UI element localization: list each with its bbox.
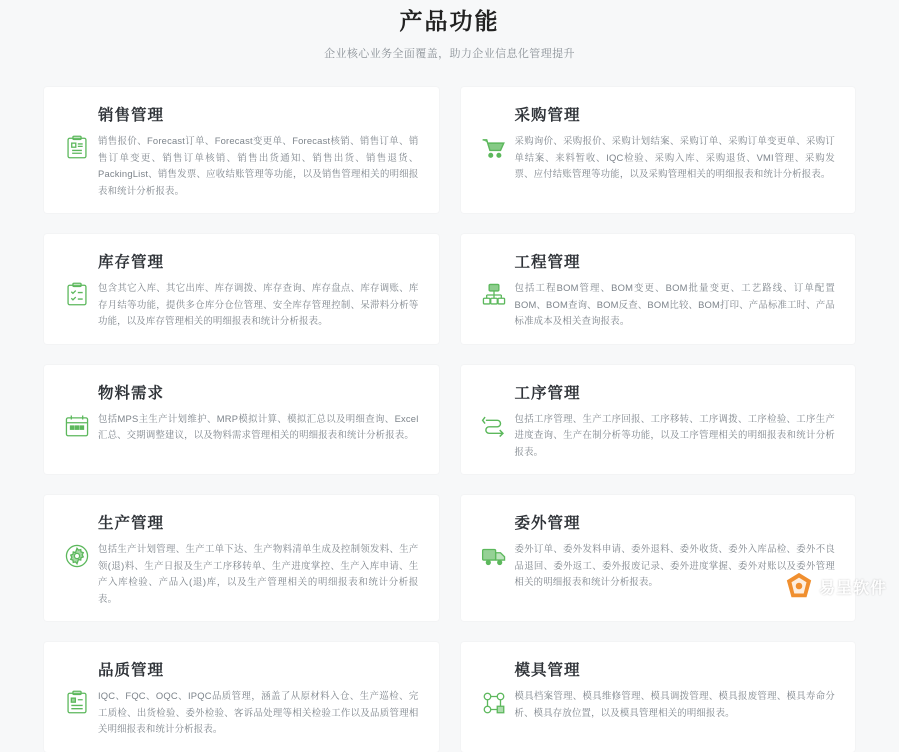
card-title: 模具管理 [514, 662, 581, 679]
card-description: 委外订单、委外发料申请、委外退料、委外收货、委外入库品检、委外不良品退回、委外返工、委外报废记录、委外进度掌握、委外对账以及委外管理相关的明细报表和统计分析报表。 [514, 543, 835, 587]
brand-logo-icon [784, 571, 814, 601]
feature-card[interactable] [461, 87, 856, 213]
page-subtitle: 企业核心业务全面覆盖，助力企业信息化管理提升 [324, 48, 575, 60]
card-body [481, 541, 836, 591]
feature-card[interactable] [461, 234, 856, 344]
card-title: 采购管理 [514, 107, 581, 124]
card-title: 销售管理 [98, 107, 165, 124]
card-body [64, 541, 419, 607]
engineering-bom-icon [481, 280, 515, 308]
card-description: IQC、FQC、OQC、IPQC品质管理，涵盖了从原材料入仓、生产巡检、完工质检、出货检验、委外检验、客诉品处理等相关检验工作以及品质管理相关明细报表和统计分析报表。 [98, 690, 419, 734]
quality-clipboard-icon [64, 688, 98, 716]
feature-card[interactable] [461, 365, 856, 475]
watermark [784, 571, 887, 601]
page-header [0, 0, 899, 61]
production-gear-icon [64, 541, 98, 569]
card-title: 物料需求 [98, 384, 165, 402]
sales-report-icon [64, 133, 98, 161]
card-body [64, 280, 419, 330]
feature-card[interactable] [44, 495, 439, 621]
page-title: 产品功能 [399, 8, 500, 34]
card-description: 包括MPS主生产计划维护、MRP模拟计算、模拟汇总以及明细查询、Excel汇总、交期调整建议，以及物料需求管理相关的明细报表和统计分析报表。 [98, 412, 419, 440]
card-description: 包含其它入库、其它出库、库存调拨、库存查询、库存盘点、库存调账、库存月结等功能，提供多仓库分仓位管理、安全库存管理控制、呆滞料分析等功能，以及库存管理相关的明细报表和统计分析报表。 [98, 282, 419, 326]
feature-card[interactable] [44, 642, 439, 752]
card-body [64, 411, 419, 444]
card-description: 包括工序管理、生产工序回报、工序移转、工序调拨、工序检验、工序生产进度查询、生产在制分析等功能，以及工序管理相关的明细报表和统计分析报表。 [514, 412, 835, 457]
card-body [481, 411, 836, 461]
watermark-text: 易呈软件 [818, 579, 887, 597]
inventory-checklist-icon [64, 280, 98, 308]
feature-card[interactable] [44, 365, 439, 475]
feature-card-grid [44, 87, 855, 752]
card-body [481, 688, 836, 721]
card-description: 模具档案管理、模具维修管理、模具调拨管理、模具报废管理、模具寿命分析、模具存放位置，以及模具管理相关的明细报表。 [514, 690, 835, 718]
card-body [481, 280, 836, 330]
card-title: 工程管理 [514, 254, 581, 271]
feature-card[interactable] [44, 234, 439, 344]
card-body [64, 688, 419, 738]
card-title: 工序管理 [514, 384, 581, 402]
card-title: 库存管理 [98, 254, 165, 271]
card-description: 销售报价、Forecast订单、Forecast变更单、Forecast核销、销售订单、销售订单变更、销售订单核销、销售出货通知、销售出货、销售退货、PackingList、销售发票、应收结账管理等功能，以及销售管理相关的明细报表和统计分析报表。 [98, 135, 419, 196]
card-description: 包括生产计划管理、生产工单下达、生产物料清单生成及控制领发料、生产领(退)料、生产日报及生产工序移转单、生产进度掌控、生产入库申请、生产入库检验、产品入(退)库，以及生产管理相关的明细报表和统计分析报表。 [98, 543, 419, 604]
card-description: 采购询价、采购报价、采购计划结案、采购订单、采购订单变更单、采购订单结案、来料暂收、IQC检验、采购入库、采购退货、VMI管理、采购发票、应付结账管理等功能，以及采购管理相关的明细报表和统计分析报表。 [514, 135, 835, 179]
outsourcing-truck-icon [481, 541, 515, 569]
feature-card[interactable] [461, 495, 856, 621]
card-title: 生产管理 [98, 515, 165, 532]
card-body [481, 133, 836, 183]
mold-management-icon [481, 688, 515, 716]
feature-card[interactable] [461, 642, 856, 752]
card-title: 品质管理 [98, 662, 165, 679]
card-body [64, 133, 419, 199]
shopping-cart-icon [481, 133, 515, 161]
card-title: 委外管理 [514, 515, 581, 532]
feature-card[interactable] [44, 87, 439, 213]
process-flow-icon [481, 411, 515, 439]
calendar-material-icon [64, 411, 98, 439]
card-description: 包括工程BOM管理、BOM变更、BOM批量变更、工艺路线、订单配置BOM、BOM查询、BOM反查、BOM比较、BOM打印、产品标准工时、产品标准成本及相关查询报表。 [514, 282, 835, 326]
